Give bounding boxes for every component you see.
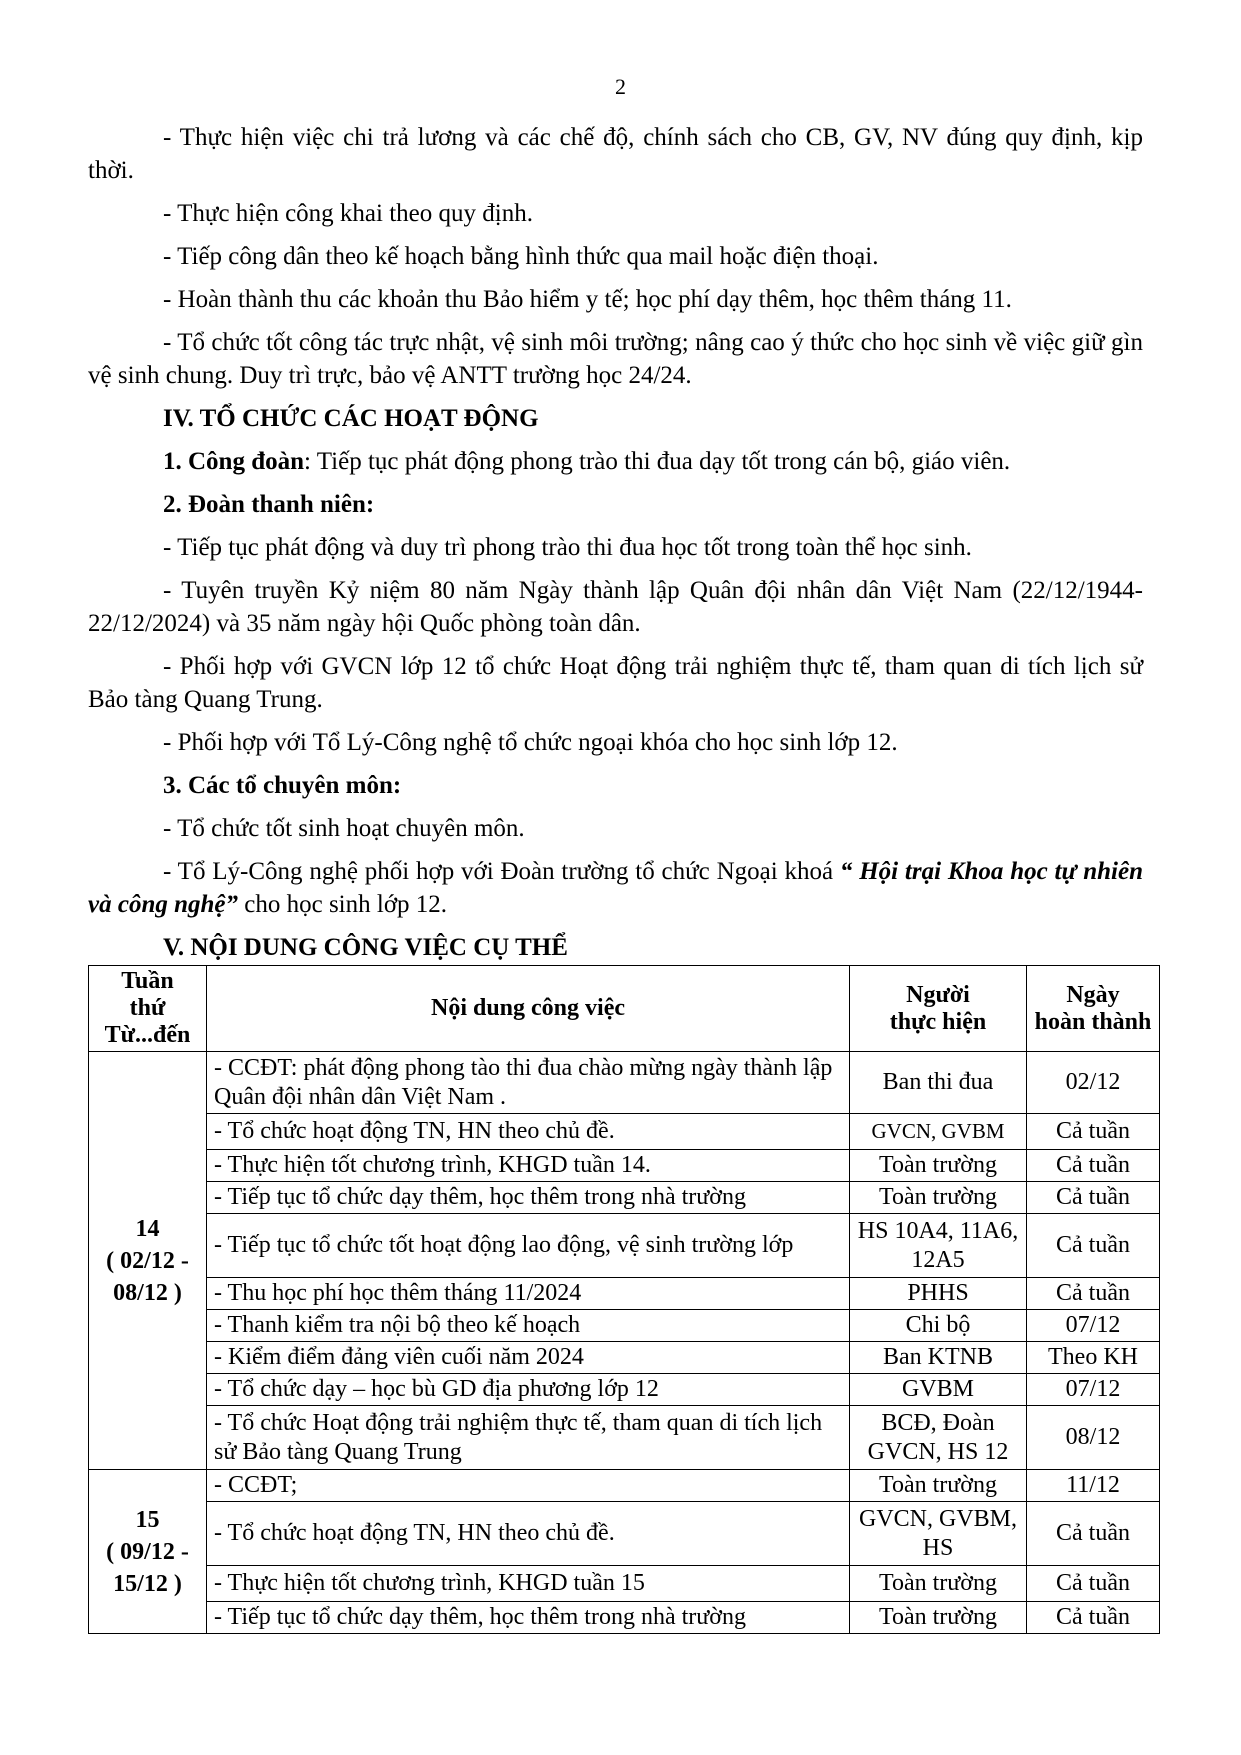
union-label: 1. Công đoàn xyxy=(163,448,305,475)
task-content: - Tổ chức hoạt động TN, HN theo chủ đề. xyxy=(207,1114,850,1150)
header-content: Nội dung công việc xyxy=(207,966,850,1052)
task-person: Toàn trường xyxy=(850,1602,1027,1634)
paragraph-disclosure: - Thực hiện công khai theo quy định. xyxy=(163,200,533,227)
task-content: - Tổ chức Hoạt động trải nghiệm thực tế, tham quan di tích lịch sử Bảo tàng Quang Trung xyxy=(207,1406,850,1470)
youth-item: - Tuyên truyền Kỷ niệm 80 năm Ngày thành lập Quân đội nhân dân Việt Nam (22/12/1944- 22/12/2024) và 35 năm ngày hội Quốc phòng toàn dân. xyxy=(88,577,1143,637)
table-row xyxy=(89,1470,1160,1502)
task-person: Ban KTNB xyxy=(850,1342,1027,1374)
task-content: - Kiểm điểm đảng viên cuối năm 2024 xyxy=(207,1342,850,1374)
task-content: - Thực hiện tốt chương trình, KHGD tuần 14. xyxy=(207,1150,850,1182)
week-cell: 15 ( 09/12 - 15/12 ) xyxy=(89,1470,207,1634)
document-body xyxy=(88,121,1143,974)
task-date: Cả tuần xyxy=(1027,1214,1160,1278)
task-date: 02/12 xyxy=(1027,1052,1160,1114)
header-person: Người thực hiện xyxy=(850,966,1027,1052)
task-date: Theo KH xyxy=(1027,1342,1160,1374)
task-content: - Tổ chức dạy – học bù GD địa phương lớp 12 xyxy=(207,1374,850,1406)
paragraph-salary: - Thực hiện việc chi trả lương và các chế độ, chính sách cho CB, GV, NV đúng quy định, kịp thời. xyxy=(88,124,1143,184)
task-date: Cả tuần xyxy=(1027,1502,1160,1566)
header-week: Tuần thứ Từ...đến xyxy=(89,966,207,1052)
task-person: BCĐ, Đoàn GVCN, HS 12 xyxy=(850,1406,1027,1470)
task-content: - Tiếp tục tổ chức tốt hoạt động lao động, vệ sinh trường lớp xyxy=(207,1214,850,1278)
paragraph-hygiene: - Tổ chức tốt công tác trực nhật, vệ sinh môi trường; nâng cao ý thức cho học sinh về việc giữ gìn vệ sinh chung. Duy trì trực, bảo vệ ANTT trường học 24/24. xyxy=(88,329,1143,389)
task-person: Toàn trường xyxy=(850,1182,1027,1214)
table-row xyxy=(89,1566,1160,1602)
departments-item-text: - Tổ Lý-Công nghệ phối hợp với Đoàn trường tổ chức Ngoại khoá xyxy=(163,858,840,885)
task-content: - CCĐT: phát động phong tào thi đua chào mừng ngày thành lập Quân đội nhân dân Việt Nam . xyxy=(207,1052,850,1114)
table-row xyxy=(89,1214,1160,1278)
table-row xyxy=(89,1310,1160,1342)
table-row xyxy=(89,1052,1160,1114)
task-content: - Thực hiện tốt chương trình, KHGD tuần 15 xyxy=(207,1566,850,1602)
departments-item-text: cho học sinh lớp 12. xyxy=(238,891,448,918)
task-content: - Tiếp tục tổ chức dạy thêm, học thêm trong nhà trường xyxy=(207,1182,850,1214)
section-v-title: V. NỘI DUNG CÔNG VIỆC CỤ THỂ xyxy=(163,934,568,961)
task-date: 11/12 xyxy=(1027,1470,1160,1502)
task-person: Ban thi đua xyxy=(850,1052,1027,1114)
table-row xyxy=(89,1114,1160,1150)
task-content: - Thu học phí học thêm tháng 11/2024 xyxy=(207,1278,850,1310)
task-content: - CCĐT; xyxy=(207,1470,850,1502)
camp-event-title: “ Hội trại Khoa học tự nhiên và công nghệ” xyxy=(88,858,1143,918)
departments-label: 3. Các tổ chuyên môn: xyxy=(163,772,402,799)
task-person: GVBM xyxy=(850,1374,1027,1406)
task-date: 07/12 xyxy=(1027,1310,1160,1342)
table-row xyxy=(89,1374,1160,1406)
table-row xyxy=(89,1406,1160,1470)
task-date: Cả tuần xyxy=(1027,1278,1160,1310)
table-row xyxy=(89,1502,1160,1566)
union-text: : Tiếp tục phát động phong trào thi đua dạy tốt trong cán bộ, giáo viên. xyxy=(304,448,1011,475)
task-person: HS 10A4, 11A6, 12A5 xyxy=(850,1214,1027,1278)
task-person: GVCN, GVBM, HS xyxy=(850,1502,1027,1566)
task-date: Cả tuần xyxy=(1027,1182,1160,1214)
table-header-row xyxy=(89,966,1160,1052)
task-date: Cả tuần xyxy=(1027,1602,1160,1634)
task-date: Cả tuần xyxy=(1027,1566,1160,1602)
work-plan-table xyxy=(88,965,1160,1634)
section-iv-title: IV. TỔ CHỨC CÁC HOẠT ĐỘNG xyxy=(163,405,539,432)
task-date: Cả tuần xyxy=(1027,1114,1160,1150)
task-content: - Tổ chức hoạt động TN, HN theo chủ đề. xyxy=(207,1502,850,1566)
page-number: 2 xyxy=(615,74,626,99)
youth-label: 2. Đoàn thanh niên: xyxy=(163,491,375,518)
task-date: 07/12 xyxy=(1027,1374,1160,1406)
youth-item: - Tiếp tục phát động và duy trì phong trào thi đua học tốt trong toàn thể học sinh. xyxy=(163,534,972,561)
task-person: Toàn trường xyxy=(850,1150,1027,1182)
paragraph-citizen-reception: - Tiếp công dân theo kế hoạch bằng hình thức qua mail hoặc điện thoại. xyxy=(163,243,879,270)
header-date: Ngày hoàn thành xyxy=(1027,966,1160,1052)
task-date: Cả tuần xyxy=(1027,1150,1160,1182)
paragraph-fees: - Hoàn thành thu các khoản thu Bảo hiểm y tế; học phí dạy thêm, học thêm tháng 11. xyxy=(163,286,1012,313)
table-row xyxy=(89,1342,1160,1374)
task-content: - Thanh kiểm tra nội bộ theo kế hoạch xyxy=(207,1310,850,1342)
union-paragraph xyxy=(88,445,1143,478)
departments-item xyxy=(88,855,1143,921)
task-date: 08/12 xyxy=(1027,1406,1160,1470)
task-person: Toàn trường xyxy=(850,1470,1027,1502)
task-person: Toàn trường xyxy=(850,1566,1027,1602)
task-content: - Tiếp tục tổ chức dạy thêm, học thêm trong nhà trường xyxy=(207,1602,850,1634)
table-row xyxy=(89,1602,1160,1634)
departments-item: - Tổ chức tốt sinh hoạt chuyên môn. xyxy=(163,815,525,842)
table-row xyxy=(89,1150,1160,1182)
youth-item: - Phối hợp với GVCN lớp 12 tổ chức Hoạt động trải nghiệm thực tế, tham quan di tích lịch sử Bảo tàng Quang Trung. xyxy=(88,653,1143,713)
table-row xyxy=(89,1182,1160,1214)
task-person: PHHS xyxy=(850,1278,1027,1310)
task-person: GVCN, GVBM xyxy=(850,1114,1027,1150)
task-person: Chi bộ xyxy=(850,1310,1027,1342)
week-cell: 14 ( 02/12 - 08/12 ) xyxy=(89,1052,207,1470)
table-row xyxy=(89,1278,1160,1310)
youth-item: - Phối hợp với Tổ Lý-Công nghệ tổ chức ngoại khóa cho học sinh lớp 12. xyxy=(163,729,898,756)
